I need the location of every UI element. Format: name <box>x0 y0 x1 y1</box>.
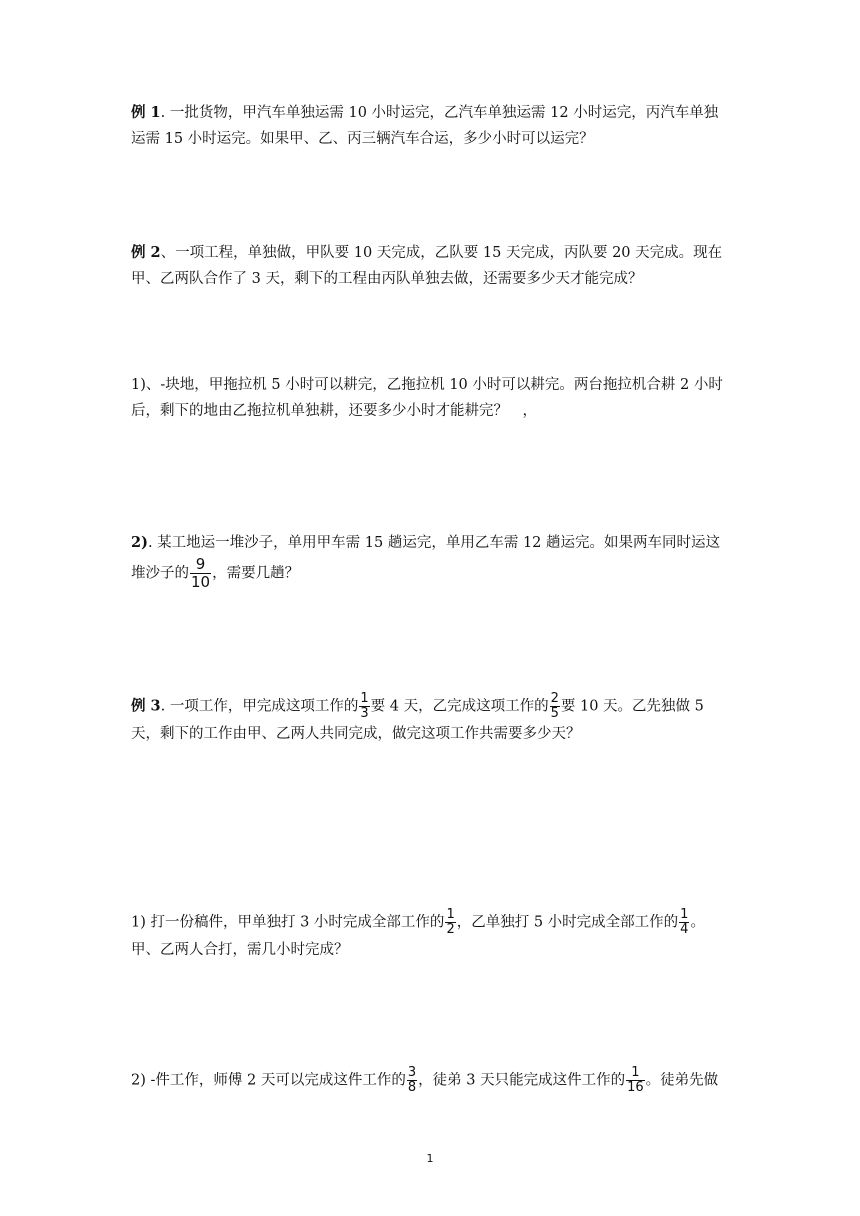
fraction-denominator: 10 <box>191 573 211 591</box>
practice-2-2-text-2: ，徒弟 3 天只能完成这件工作的 <box>418 1072 626 1089</box>
fraction-denominator: 16 <box>627 1080 644 1095</box>
fraction-1-3 <box>359 692 369 721</box>
example-2 <box>131 240 731 292</box>
fraction-1-4 <box>679 908 689 937</box>
example-3 <box>131 692 731 747</box>
fraction-9-10 <box>190 556 211 591</box>
example-2-text: 、一项工程，单独做，甲队要 10 天完成，乙队要 15 天完成，丙队要 20 天完成。现在甲、乙两队合作了 3 天，剩下的工程由丙队单独去做，还需要多少天才能完成？ <box>131 245 723 287</box>
example-3-text-3: 要 10 天。乙先独做 5 天，剩下的工作由甲、乙两人共同完成，做完这项工作共需要多少天？ <box>131 698 704 742</box>
practice-1-2-text-after: ，需要几趟？ <box>212 565 300 582</box>
fraction-denominator: 2 <box>446 922 455 937</box>
fraction-denominator: 8 <box>407 1080 417 1095</box>
example-2-label: 例 2 <box>131 244 161 261</box>
practice-2-2-text-3: 。徒弟先做 <box>645 1072 719 1089</box>
practice-2-1-text-2: ，乙单独打 5 小时完成全部工作的 <box>456 914 679 931</box>
example-3-text-2: 要 4 天，乙完成这项工作的 <box>370 698 549 715</box>
practice-2-2 <box>131 1066 731 1095</box>
practice-2-2-text-1: 2) -件工作，师傅 2 天可以完成这件工作的 <box>131 1072 406 1089</box>
fraction-numerator: 2 <box>550 691 559 706</box>
practice-2-1-text-3: 。甲、乙两人合打，需几小时完成？ <box>131 914 705 958</box>
fraction-denominator: 3 <box>360 706 369 721</box>
fraction-numerator: 1 <box>631 1065 640 1080</box>
example-3-text-1: . 一项工作，甲完成这项工作的 <box>160 698 359 715</box>
example-3-label: 例 3 <box>131 697 161 715</box>
fraction-1-16 <box>626 1066 645 1095</box>
fraction-3-8 <box>407 1066 417 1095</box>
fraction-denominator: 5 <box>550 706 559 721</box>
fraction-1-2 <box>445 908 455 937</box>
fraction-numerator: 1 <box>680 907 689 922</box>
example-1 <box>131 100 731 152</box>
example-1-text: . 一批货物，甲汽车单独运需 10 小时运完，乙汽车单独运需 12 小时运完，丙汽车单独运需 15 小时运完。如果甲、乙、丙三辆汽车合运，多少小时可以运完？ <box>131 105 719 147</box>
practice-1-1 <box>131 372 731 424</box>
practice-2-1 <box>131 908 731 963</box>
fraction-denominator: 4 <box>680 922 689 937</box>
fraction-numerator: 1 <box>360 691 369 706</box>
practice-2-1-text-1: 1) 打一份稿件，甲单独打 3 小时完成全部工作的 <box>131 914 445 931</box>
practice-1-2-label: 2) <box>131 534 148 551</box>
fraction-2-5 <box>550 692 560 721</box>
fraction-numerator: 1 <box>446 907 455 922</box>
practice-1-1-text: 1)、-块地，甲拖拉机 5 小时可以耕完，乙拖拉机 10 小时可以耕完。两台拖拉机合耕 2 小时后，剩下的地由乙拖拉机单独耕，还要多少小时才能耕完？ ， <box>131 377 723 419</box>
fraction-numerator: 3 <box>407 1065 417 1080</box>
fraction-numerator: 9 <box>195 555 206 573</box>
practice-1-2-text: . 某工地运一堆沙子，单用甲车需 15 趟运完，单用乙车需 12 趟运完。如果两车同时运这堆沙子的 <box>131 535 721 582</box>
page-number: 1 <box>426 1152 434 1165</box>
example-1-label: 例 1 <box>131 104 161 121</box>
practice-1-2 <box>131 530 731 591</box>
